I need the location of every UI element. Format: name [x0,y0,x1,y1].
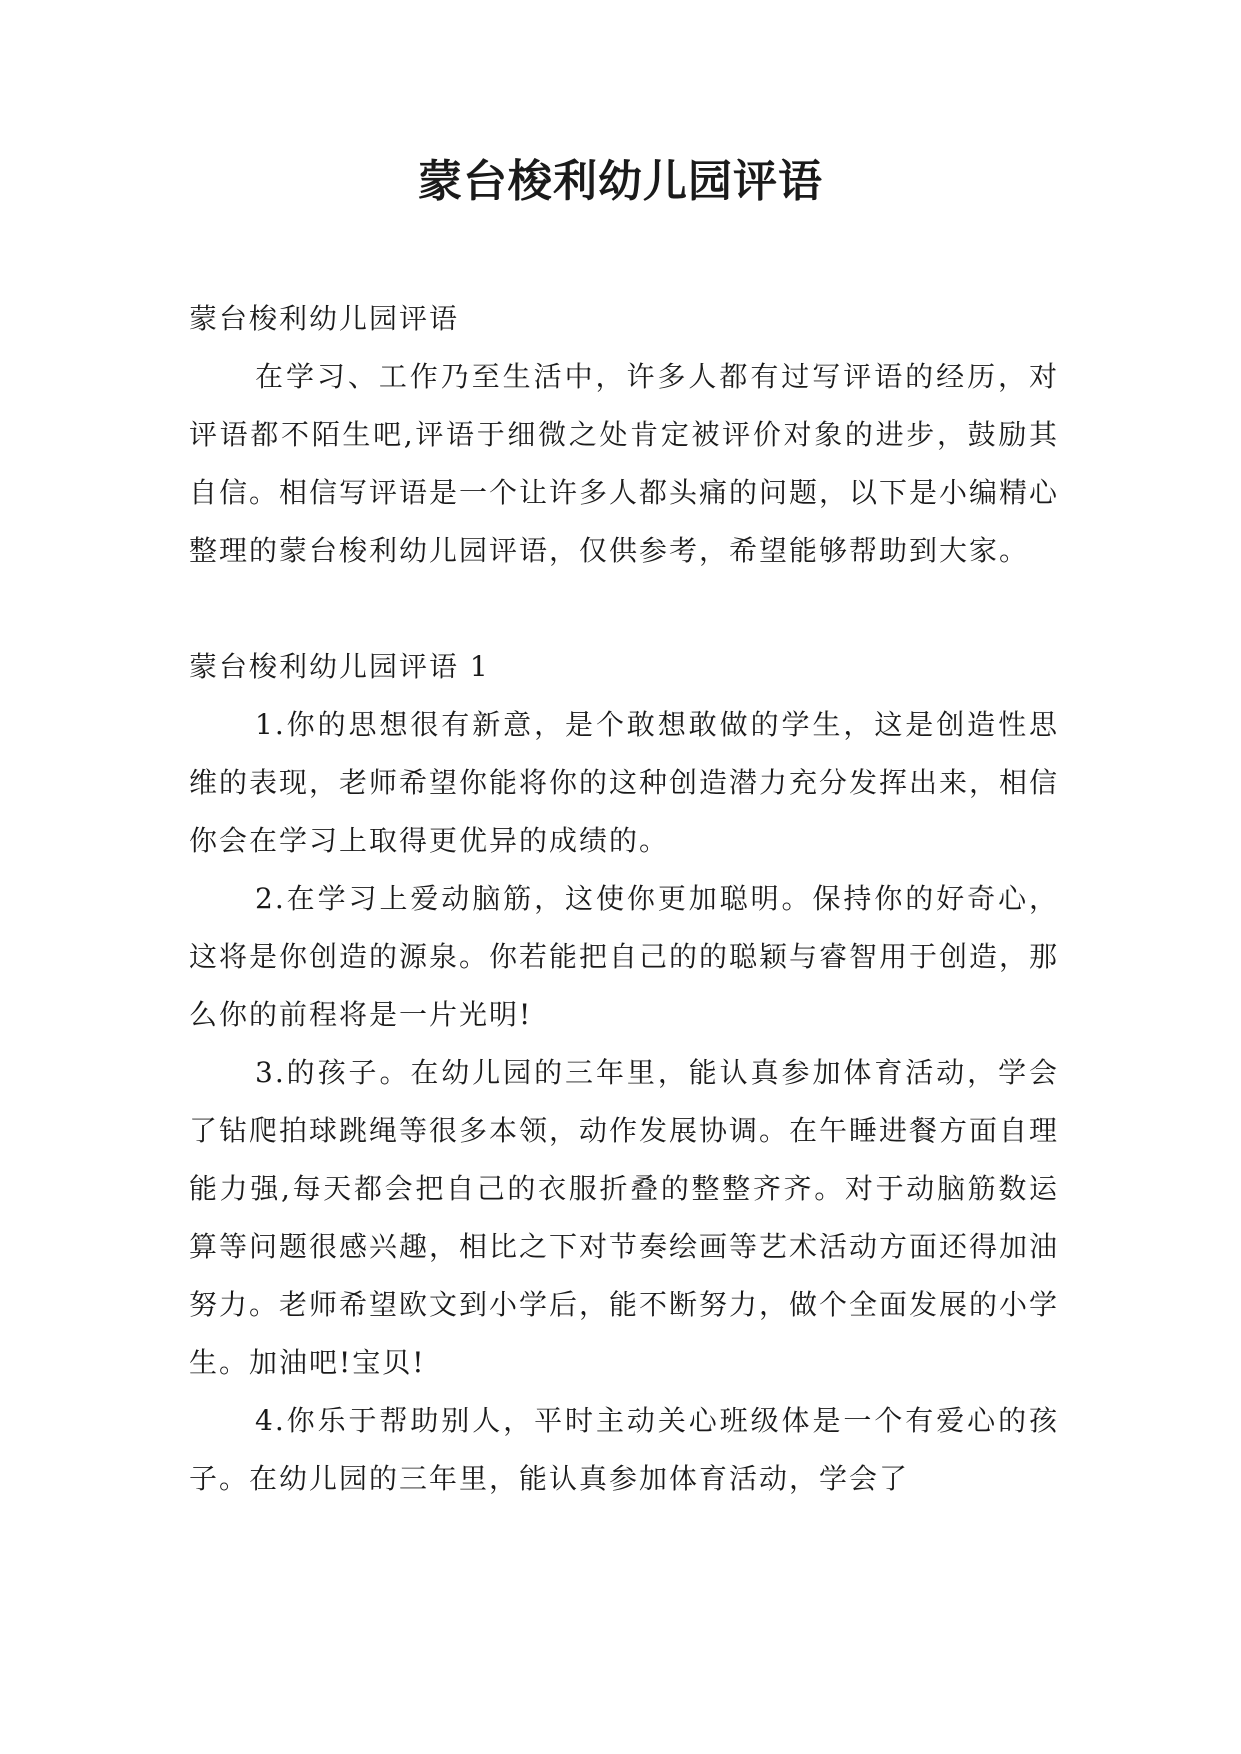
paragraph-gap [189,580,1059,638]
section-heading: 蒙台梭利幼儿园评语 1 [189,650,490,683]
comment-item-4: 4.你乐于帮助别人，平时主动关心班级体是一个有爱心的孩子。在幼儿园的三年里，能认真参加体育活动，学会了 [189,1404,1059,1495]
comment-item-2: 2.在学习上爱动脑筋，这使你更加聪明。保持你的好奇心，这将是你创造的源泉。你若能把自己的的聪颖与睿智用于创造，那么你的前程将是一片光明! [189,882,1060,1031]
comment-item-1: 1.你的思想很有新意，是个敢想敢做的学生，这是创造性思维的表现，老师希望你能将你的这种创造潜力充分发挥出来，相信你会在学习上取得更优异的成绩的。 [189,708,1060,857]
document-title: 蒙台梭利幼儿园评语 [418,156,823,207]
document-body [189,290,1059,1508]
subtitle: 蒙台梭利幼儿园评语 [189,302,460,335]
comment-item-3: 3.的孩子。在幼儿园的三年里，能认真参加体育活动，学会了钻爬拍球跳绳等很多本领，动作发展协调。在午睡进餐方面自理能力强,每天都会把自己的衣服折叠的整整齐齐。对于动脑筋数运算等问题很感兴趣，相比之下对节奏绘画等艺术活动方面还得加油努力。老师希望欧文到小学后，能不断努力，做个全面发展的小学生。加油吧!宝贝! [189,1056,1060,1379]
intro-paragraph: 在学习、工作乃至生活中，许多人都有过写评语的经历，对评语都不陌生吧,评语于细微之处肯定被评价对象的进步，鼓励其自信。相信写评语是一个让许多人都头痛的问题，以下是小编精心整理的蒙台梭利幼儿园评语，仅供参考，希望能够帮助到大家。 [189,360,1060,567]
